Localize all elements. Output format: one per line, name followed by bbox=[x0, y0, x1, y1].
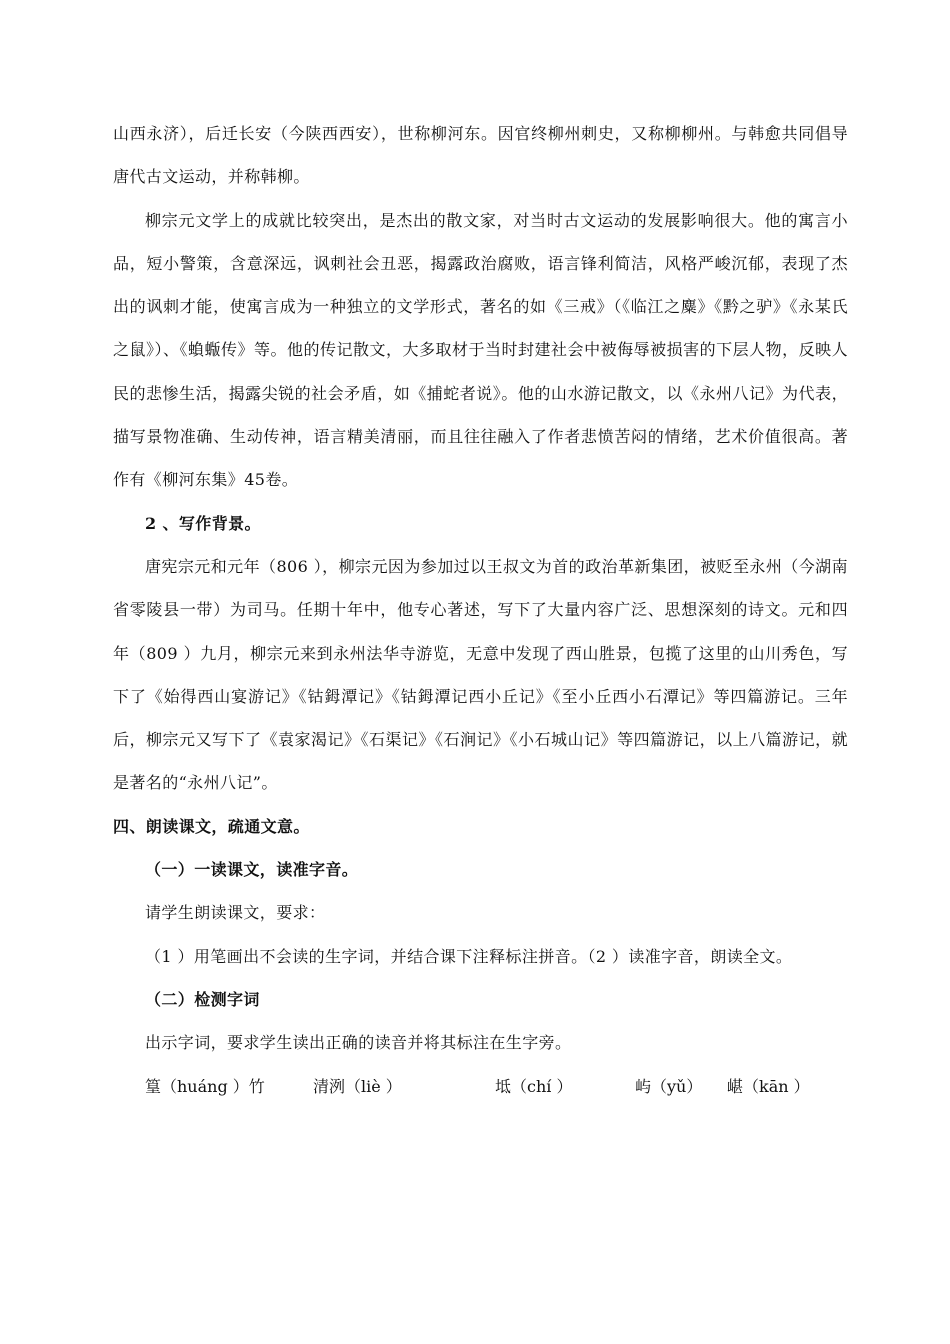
paragraph-writing-background: 唐宪宗元和元年（806 ），柳宗元因为参加过以王叔文为首的政治革新集团，被贬至永州（今湖南省零陵县一带）为司马。任期十年中，他专心著述，写下了大量内容广泛、思想深刻的诗文。元和四年（809 ）九月，柳宗元来到永州法华寺游览，无意中发现了西山胜景，包揽了这里的山川秀色，写下了《始得西山宴游记》《钴鉧潭记》《钴鉧潭记西小丘记》《至小丘西小石潭记》等四篇游记。三年后，柳宗元又写下了《袁家渴记》《石渠记》《石涧记》《小石城山记》等四篇游记，以上八篇游记，就是著名的“永州八记”。 bbox=[113, 556, 848, 793]
pinyin-item: 清洌（liè ） bbox=[313, 1076, 402, 1096]
paragraph-vocabulary-instruction: 出示字词，要求学生读出正确的读音并将其标注在生字旁。 bbox=[145, 1033, 572, 1053]
heading-first-reading: （一）一读课文，读准字音。 bbox=[145, 860, 359, 880]
pinyin-list bbox=[145, 1065, 848, 1108]
pinyin-item: 坻（chí ） bbox=[495, 1076, 573, 1096]
heading-writing-background: 2 、写作背景。 bbox=[145, 513, 261, 533]
pinyin-item: 嵁（kān ） bbox=[727, 1076, 810, 1096]
paragraph-literary-achievements: 柳宗元文学上的成就比较突出，是杰出的散文家，对当时古文运动的发展影响很大。他的寓言小品，短小警策，含意深远，讽刺社会丑恶，揭露政治腐败，语言锋利简洁，风格严峻沉郁，表现了杰出的讽刺才能，使寓言成为一种独立的文学形式，著名的如《三戒》（《临江之麋》《黔之驴》《永某氏之鼠》）、《蝜蝂传》等。他的传记散文，大多取材于当时封建社会中被侮辱被损害的下层人物，反映人民的悲惨生活，揭露尖锐的社会矛盾，如《捕蛇者说》。他的山水游记散文，以《永州八记》为代表，描写景物准确、生动传神，语言精美清丽，而且往往融入了作者悲愤苦闷的情绪，艺术价值很高。著作有《柳河东集》45卷。 bbox=[113, 210, 848, 490]
paragraph-requirement-items: （1 ）用笔画出不会读的生字词，并结合课下注释标注拼音。（2 ）读准字音，朗读全文。 bbox=[145, 946, 793, 966]
pinyin-item: 篁（huáng ）竹 bbox=[145, 1076, 265, 1096]
heading-vocabulary-check: （二）检测字词 bbox=[145, 989, 260, 1009]
pinyin-item: 屿（yǔ） bbox=[635, 1076, 703, 1096]
document-body bbox=[113, 112, 848, 1108]
paragraph-reading-requirements: 请学生朗读课文，要求： bbox=[145, 903, 326, 923]
paragraph-author-origin: 山西永济），后迁长安（今陕西西安），世称柳河东。因官终柳州刺史，又称柳柳州。与韩愈共同倡导唐代古文运动，并称韩柳。 bbox=[113, 124, 848, 187]
heading-section-four: 四、朗读课文，疏通文意。 bbox=[113, 816, 310, 836]
